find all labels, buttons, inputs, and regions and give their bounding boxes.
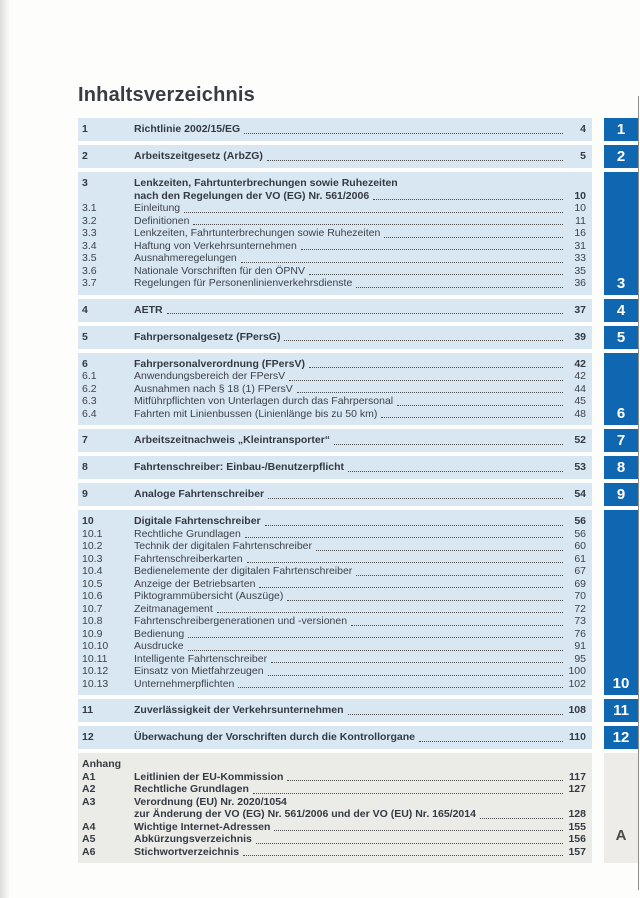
toc-entry-line	[78, 370, 586, 383]
entry-title: Regelungen für Personenlinienverkehrsdienste	[134, 277, 353, 289]
entry-title: Fahrtenschreibergenerationen und -versionen	[134, 615, 348, 627]
entry-number: 3.6	[82, 264, 97, 277]
toc-group	[78, 145, 640, 168]
entry-title: Ausnahmen nach § 18 (1) FPersV	[134, 382, 293, 395]
dots-leader	[241, 262, 563, 263]
tab-label: 5	[616, 328, 626, 346]
tab-label: 11	[613, 702, 629, 719]
section-tab-2	[604, 145, 638, 168]
dots-leader	[268, 498, 563, 499]
entry-number: 3	[82, 177, 88, 189]
toc-entry-line	[78, 395, 586, 408]
entry-title: nach den Regelungen der VO (EG) Nr. 561/2006	[134, 189, 370, 202]
entry-title: Analoge Fahrtenschreiber	[134, 488, 265, 501]
dots-leader	[188, 637, 563, 638]
section-tab-5	[604, 326, 638, 349]
entry-number: 10.4	[82, 565, 103, 577]
dots-leader	[397, 405, 563, 406]
section-tab-10	[604, 510, 638, 695]
entry-number: 2	[82, 150, 88, 163]
entry-number: 6.1	[82, 370, 97, 382]
page-number: 42	[574, 357, 586, 370]
toc-entry-line	[78, 731, 586, 744]
section-tab-11	[604, 699, 638, 722]
entry-title: Zuverlässigkeit der Verkehrsunternehmen	[134, 704, 344, 717]
toc-entry-line	[78, 821, 586, 834]
toc-entry-line	[78, 590, 586, 603]
entry-number: 6.4	[82, 407, 97, 420]
toc-entry-line	[78, 565, 586, 578]
dots-leader	[238, 687, 563, 688]
page-number: 108	[568, 704, 586, 717]
entry-title: Fahrtenschreiberkarten	[134, 552, 243, 565]
dots-leader	[188, 650, 563, 651]
entry-title: Einsatz von Mietfahrzeugen	[134, 665, 264, 677]
section-tab-1	[604, 118, 638, 141]
toc-entry-line	[78, 265, 586, 278]
toc-entry-line	[78, 808, 586, 821]
toc-entry-line	[78, 383, 586, 396]
entry-number: 10.3	[82, 552, 103, 565]
entry-number: 8	[82, 461, 88, 474]
entry-title: Mitführpflichten von Unterlagen durch das Fahrpersonal	[134, 395, 394, 407]
page-number: 48	[574, 407, 586, 420]
entry-number: 1	[82, 123, 88, 136]
dots-leader	[480, 818, 563, 819]
dots-leader	[356, 287, 563, 288]
page-number: 10	[574, 202, 586, 214]
toc-band	[78, 456, 592, 479]
page-number: 127	[568, 783, 586, 795]
toc-entry-line	[78, 331, 586, 344]
entry-title: Lenkzeiten, Fahrtunterbrechungen sowie Ruhezeiten	[134, 227, 381, 239]
dots-leader	[265, 525, 563, 526]
page-number: 128	[568, 808, 586, 820]
page-number: 16	[574, 227, 586, 239]
dots-leader	[244, 133, 563, 134]
entry-number: 10	[82, 515, 94, 527]
dots-leader	[348, 471, 563, 472]
toc-entry-line	[78, 846, 586, 859]
tab-label: 10	[612, 675, 630, 692]
entry-number: 6.3	[82, 395, 97, 407]
dots-leader	[284, 340, 563, 341]
page-number: 73	[574, 615, 586, 627]
dots-leader	[287, 600, 563, 601]
tab-label: 8	[616, 459, 626, 476]
dots-leader	[268, 675, 563, 676]
page-number: 11	[575, 214, 586, 227]
dots-leader	[193, 224, 563, 225]
toc-group	[78, 353, 640, 426]
toc-band	[78, 353, 592, 426]
page-number: 155	[568, 820, 586, 833]
page-number: 100	[568, 665, 586, 677]
toc-entry-line	[78, 488, 586, 501]
entry-title: Stichwortverzeichnis	[134, 845, 240, 858]
toc-entry-line	[78, 796, 586, 809]
toc-band	[78, 172, 592, 295]
entry-title: Technik der digitalen Fahrtenschreiber	[134, 540, 313, 552]
page-number: 157	[568, 845, 586, 858]
page-number: 60	[574, 540, 586, 552]
toc-group	[78, 118, 640, 141]
page-number: 76	[574, 627, 586, 640]
entry-title: Fahrten mit Linienbussen (Linienlänge bis zu 50 km)	[134, 407, 378, 420]
dots-leader	[348, 714, 563, 715]
entry-title: AETR	[134, 303, 163, 316]
toc-entry-line	[78, 615, 586, 628]
entry-number: 3.4	[82, 239, 97, 252]
entry-title: Zeitmanagement	[134, 602, 213, 615]
toc-entry-line	[78, 215, 586, 228]
toc-band	[78, 429, 592, 452]
entry-title: Abkürzungsverzeichnis	[134, 833, 252, 845]
entry-number: 10.8	[82, 615, 103, 627]
dots-leader	[384, 237, 563, 238]
dots-leader	[271, 662, 563, 663]
entry-number: 10.13	[82, 677, 109, 690]
page-number: 156	[568, 833, 586, 845]
page-number: 33	[574, 252, 586, 264]
entry-title: Anwendungsbereich der FPersV	[134, 370, 286, 382]
page-number: 95	[574, 652, 586, 665]
dots-leader	[316, 550, 563, 551]
dots-leader	[184, 212, 563, 213]
tab-label: 7	[616, 432, 626, 449]
dots-leader	[381, 417, 563, 418]
entry-number: 3.2	[82, 214, 97, 227]
toc-entry-line	[78, 358, 586, 371]
entry-title: Überwachung der Vorschriften durch die Kontrollorgane	[134, 731, 416, 744]
toc-entry-line	[78, 240, 586, 253]
entry-title: Anzeige der Betriebsarten	[134, 577, 256, 590]
toc-entry-line	[78, 461, 586, 474]
toc-entry-line	[78, 833, 586, 846]
page-number: 44	[574, 382, 586, 395]
section-tab-12	[604, 726, 638, 749]
toc-entry-line	[78, 653, 586, 666]
entry-number: 3.5	[82, 252, 97, 264]
section-tab-A	[604, 753, 638, 863]
entry-number: A1	[82, 770, 96, 783]
tab-label: 2	[616, 148, 626, 165]
entry-number: 5	[82, 330, 88, 343]
page-number: 10	[574, 189, 586, 202]
entry-number: 6.2	[82, 382, 97, 395]
toc-group	[78, 510, 640, 695]
toc-entry-line	[78, 515, 586, 528]
toc-entry-line	[78, 758, 586, 771]
entry-title: Ausnahmeregelungen	[134, 252, 237, 264]
toc-entry-line	[78, 578, 586, 591]
entry-title: Leitlinien der EU-Kommission	[134, 770, 284, 783]
tab-label: 6	[616, 405, 626, 422]
page-number: 42	[574, 370, 586, 382]
page-number: 5	[580, 150, 586, 163]
tab-label: A	[615, 827, 627, 844]
entry-title: Definitionen	[134, 214, 190, 227]
section-tab-4	[604, 299, 638, 322]
entry-title: Einleitung	[134, 202, 181, 214]
entry-title: Fahrpersonalverordnung (FPersV)	[134, 357, 305, 370]
entry-title: Intelligente Fahrtenschreiber	[134, 652, 268, 665]
entry-title: zur Änderung der VO (EG) Nr. 561/2006 und der VO (EU) Nr. 165/2014	[134, 808, 476, 820]
toc-band	[78, 483, 592, 506]
toc-entry-line	[78, 177, 586, 190]
page-number: 37	[574, 303, 586, 316]
entry-title: Bedienung	[134, 627, 185, 640]
toc-entry-line	[78, 603, 586, 616]
entry-title: Arbeitszeitgesetz (ArbZG)	[134, 150, 263, 163]
toc-entry-line	[78, 408, 586, 421]
toc-band	[78, 118, 592, 141]
entry-number: A3	[82, 795, 96, 808]
toc-entry-line	[78, 202, 586, 215]
toc-entry-line	[78, 190, 586, 203]
page-number: 117	[569, 770, 586, 783]
page-number: 56	[574, 527, 586, 540]
page-title: Inhaltsverzeichnis	[78, 84, 255, 106]
toc-entry-line	[78, 540, 586, 553]
toc-entry-line	[78, 150, 586, 163]
toc-group	[78, 726, 640, 749]
entry-title: Unternehmerpflichten	[134, 677, 235, 690]
toc-entry-line	[78, 434, 586, 447]
page-number: 56	[574, 515, 586, 527]
section-tab-6	[604, 353, 638, 426]
tab-label: 4	[616, 301, 626, 319]
dots-leader	[247, 562, 563, 563]
page-number: 39	[574, 330, 586, 343]
entry-title: Lenkzeiten, Fahrtunterbrechungen sowie Ruhezeiten	[134, 177, 398, 189]
page-number: 45	[574, 395, 586, 407]
dots-leader	[245, 537, 563, 538]
toc-band	[78, 726, 592, 749]
entry-title: Rechtliche Grundlagen	[134, 527, 241, 540]
entry-number: 10.10	[82, 640, 109, 652]
toc-group	[78, 326, 640, 349]
dots-leader	[287, 780, 563, 781]
entry-title: Fahrpersonalgesetz (FPersG)	[134, 330, 281, 343]
entry-title: Rechtliche Grundlagen	[134, 783, 249, 795]
toc-band	[78, 299, 592, 322]
dots-leader	[309, 367, 563, 368]
toc-group	[78, 699, 640, 722]
toc-entry-line	[78, 227, 586, 240]
page-number: 67	[574, 565, 586, 577]
entry-number: 11	[82, 704, 94, 717]
page-number: 4	[580, 123, 586, 136]
entry-number: 10.2	[82, 540, 103, 552]
toc-group	[78, 483, 640, 506]
dots-leader	[351, 625, 563, 626]
page-number: 102	[568, 677, 586, 690]
toc-group	[78, 172, 640, 295]
entry-number: 10.11	[82, 652, 108, 665]
toc-group	[78, 429, 640, 452]
toc-entry-line	[78, 704, 586, 717]
dots-leader	[373, 199, 563, 200]
page-number: 54	[574, 488, 586, 501]
entry-number: A6	[82, 845, 96, 858]
entry-title: Fahrtenschreiber: Einbau-/Benutzerpflicht	[134, 461, 345, 474]
page-number: 61	[574, 552, 586, 565]
dots-leader	[217, 612, 563, 613]
entry-title: Haftung von Verkehrsunternehmen	[134, 239, 297, 252]
dots-leader	[256, 843, 563, 844]
entry-number: 7	[82, 434, 88, 447]
entry-title: Wichtige Internet-Adressen	[134, 820, 271, 833]
dots-leader	[167, 313, 563, 314]
toc-entry-line	[78, 252, 586, 265]
entry-number: 12	[82, 731, 94, 744]
entry-title: Piktogrammübersicht (Auszüge)	[134, 590, 284, 602]
toc-entry-line	[78, 123, 586, 136]
toc-entry-line	[78, 678, 586, 691]
dots-leader	[274, 830, 563, 831]
entry-number: 10.6	[82, 590, 103, 602]
entry-title: Anhang	[82, 758, 122, 770]
toc-entry-line	[78, 665, 586, 678]
toc-entry-line	[78, 277, 586, 290]
tab-label: 12	[612, 729, 630, 746]
section-tab-7	[604, 429, 638, 452]
entry-number: A2	[82, 783, 96, 795]
page-number: 110	[569, 731, 586, 744]
dots-leader	[297, 392, 563, 393]
entry-title: Ausdrucke	[134, 640, 184, 652]
entry-title: Verordnung (EU) Nr. 2020/1054	[134, 795, 287, 808]
entry-title: Richtlinie 2002/15/EG	[134, 123, 241, 136]
tab-label: 3	[616, 274, 626, 292]
toc-band	[78, 510, 592, 695]
toc-group	[78, 456, 640, 479]
entry-number: A4	[82, 820, 96, 833]
page-number: 31	[574, 239, 586, 252]
dots-leader	[419, 741, 563, 742]
entry-title: Arbeitszeitnachweis „Kleintransporter“	[134, 434, 331, 447]
dots-leader	[334, 444, 563, 445]
dots-leader	[289, 380, 563, 381]
page-number: 91	[574, 640, 586, 652]
dots-leader	[267, 160, 563, 161]
dots-leader	[253, 793, 563, 794]
section-tab-3	[604, 172, 638, 295]
entry-number: 10.5	[82, 577, 103, 590]
entry-number: 4	[82, 303, 88, 316]
toc-band	[78, 753, 592, 863]
toc-entry-line	[78, 304, 586, 317]
entry-number: 10.1	[82, 527, 103, 540]
page-number: 36	[574, 277, 586, 289]
entry-number: 6	[82, 357, 88, 370]
entry-title: Digitale Fahrtenschreiber	[134, 515, 261, 527]
toc-group	[78, 299, 640, 322]
entry-number: 3.3	[82, 227, 97, 239]
toc-entry-line	[78, 628, 586, 641]
entry-number: 10.12	[82, 665, 109, 677]
tab-label: 9	[616, 486, 626, 503]
toc-group	[78, 753, 640, 863]
page-number: 53	[574, 461, 586, 474]
entry-number: 3.1	[82, 202, 97, 214]
toc-band	[78, 699, 592, 722]
toc	[78, 118, 640, 863]
toc-entry-line	[78, 771, 586, 784]
page-number: 52	[574, 434, 586, 447]
dots-leader	[259, 587, 563, 588]
dots-leader	[309, 274, 563, 275]
entry-number: 10.7	[82, 602, 103, 615]
toc-band	[78, 326, 592, 349]
page-number: 35	[574, 264, 586, 277]
section-tab-9	[604, 483, 638, 506]
tab-label: 1	[616, 121, 626, 138]
dots-leader	[243, 855, 563, 856]
section-tab-8	[604, 456, 638, 479]
page-number: 72	[574, 602, 586, 615]
toc-entry-line	[78, 553, 586, 566]
dots-leader	[356, 575, 563, 576]
entry-number: 3.7	[82, 277, 97, 289]
toc-entry-line	[78, 528, 586, 541]
page-number: 70	[574, 590, 586, 602]
dots-leader	[301, 249, 563, 250]
entry-title: Nationale Vorschriften für den ÖPNV	[134, 264, 306, 277]
entry-number: 9	[82, 488, 88, 501]
toc-band	[78, 145, 592, 168]
page-number: 69	[574, 577, 586, 590]
entry-number: A5	[82, 833, 96, 845]
toc-entry-line	[78, 783, 586, 796]
toc-entry-line	[78, 640, 586, 653]
entry-title: Bedienelemente der digitalen Fahrtenschreiber	[134, 565, 353, 577]
entry-number: 10.9	[82, 627, 103, 640]
